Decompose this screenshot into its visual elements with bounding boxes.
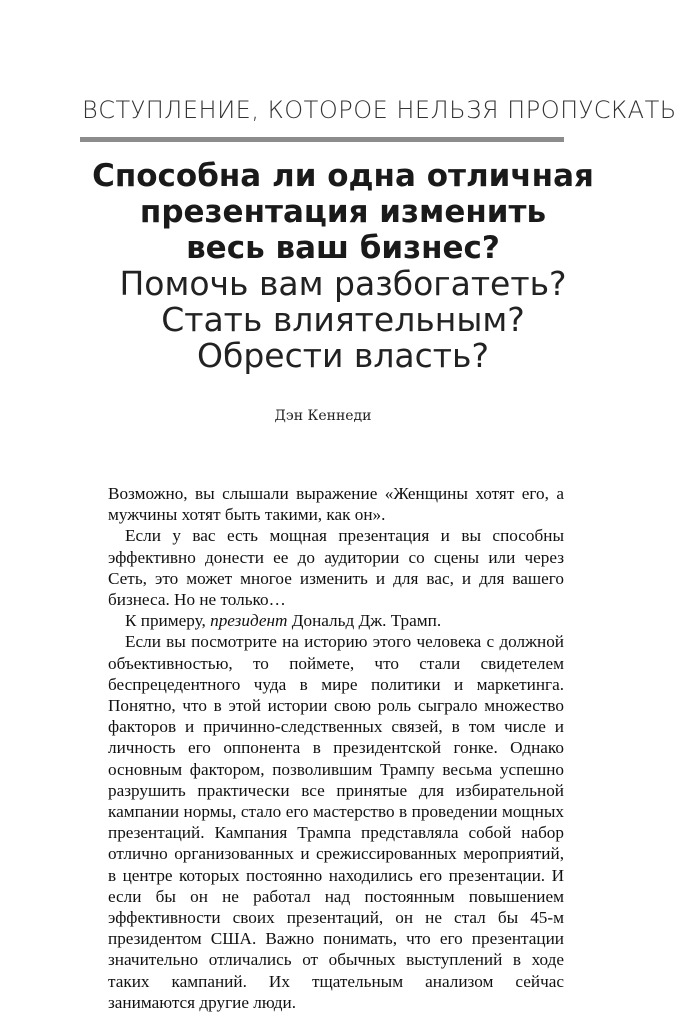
title-line: Способна ли одна отличная [92,158,594,194]
paragraph-text: Дональд Дж. Трамп. [287,611,442,631]
paragraph [108,610,564,631]
title-line: весь ваш бизнес? [186,230,500,266]
section-header: ВСТУПЛЕНИЕ, КОТОРОЕ НЕЛЬЗЯ ПРОПУСКАТЬ [82,96,677,124]
subtitle-line: Стать влиятельным? [161,300,525,339]
paragraph: Если у вас есть мощная презентация и вы способны эффективно донести ее до аудитории со сцены или через Сеть, это может многое изменить и для вас, и для вашего бизнеса. Но не только… [108,526,564,610]
paragraph-text: К примеру, [125,611,211,631]
epigraph-author: Дэн Кеннеди [274,408,372,424]
header-rule [80,137,564,142]
subtitle-line: Обрести власть? [197,336,489,375]
chapter-title [60,158,626,374]
paragraph-emphasis: президент [210,611,288,631]
body-text [108,483,564,1013]
title-line: презентация изменить [139,194,547,230]
paragraph: Если вы посмотрите на историю этого человека с должной объективностью, то поймете, что стали свидетелем беспрецедентного чуда в мире политики и маркетинга. Понятно, что в этой истории свою роль сыграло множество факторов и причинно-следственных связей, в том числе и личность его оппонента в президентской гонке. Однако основным фактором, позволившим Трампу весьма успешно разрушить практически все принятые для избирательной кампании нормы, стало его мастерство в проведении мощных презентаций. Кампания Трампа представляла собой набор отлично организованных и срежиссированных мероприятий, в центре которых постоянно находились его презентации. И если бы он не работал над постоянным повышением эффективности своих презентаций, он не стал бы 45-м президентом США. Важно понимать, что его презентации значительно отличались от обычных выступлений в ходе таких кампаний. Их тщательным анализом сейчас занимаются другие люди. [108,632,564,1012]
subtitle-line: Помочь вам разбогатеть? [119,264,567,303]
paragraph: Возможно, вы слышали выражение «Женщины хотят его, а мужчины хотят быть такими, как он». [108,484,564,525]
